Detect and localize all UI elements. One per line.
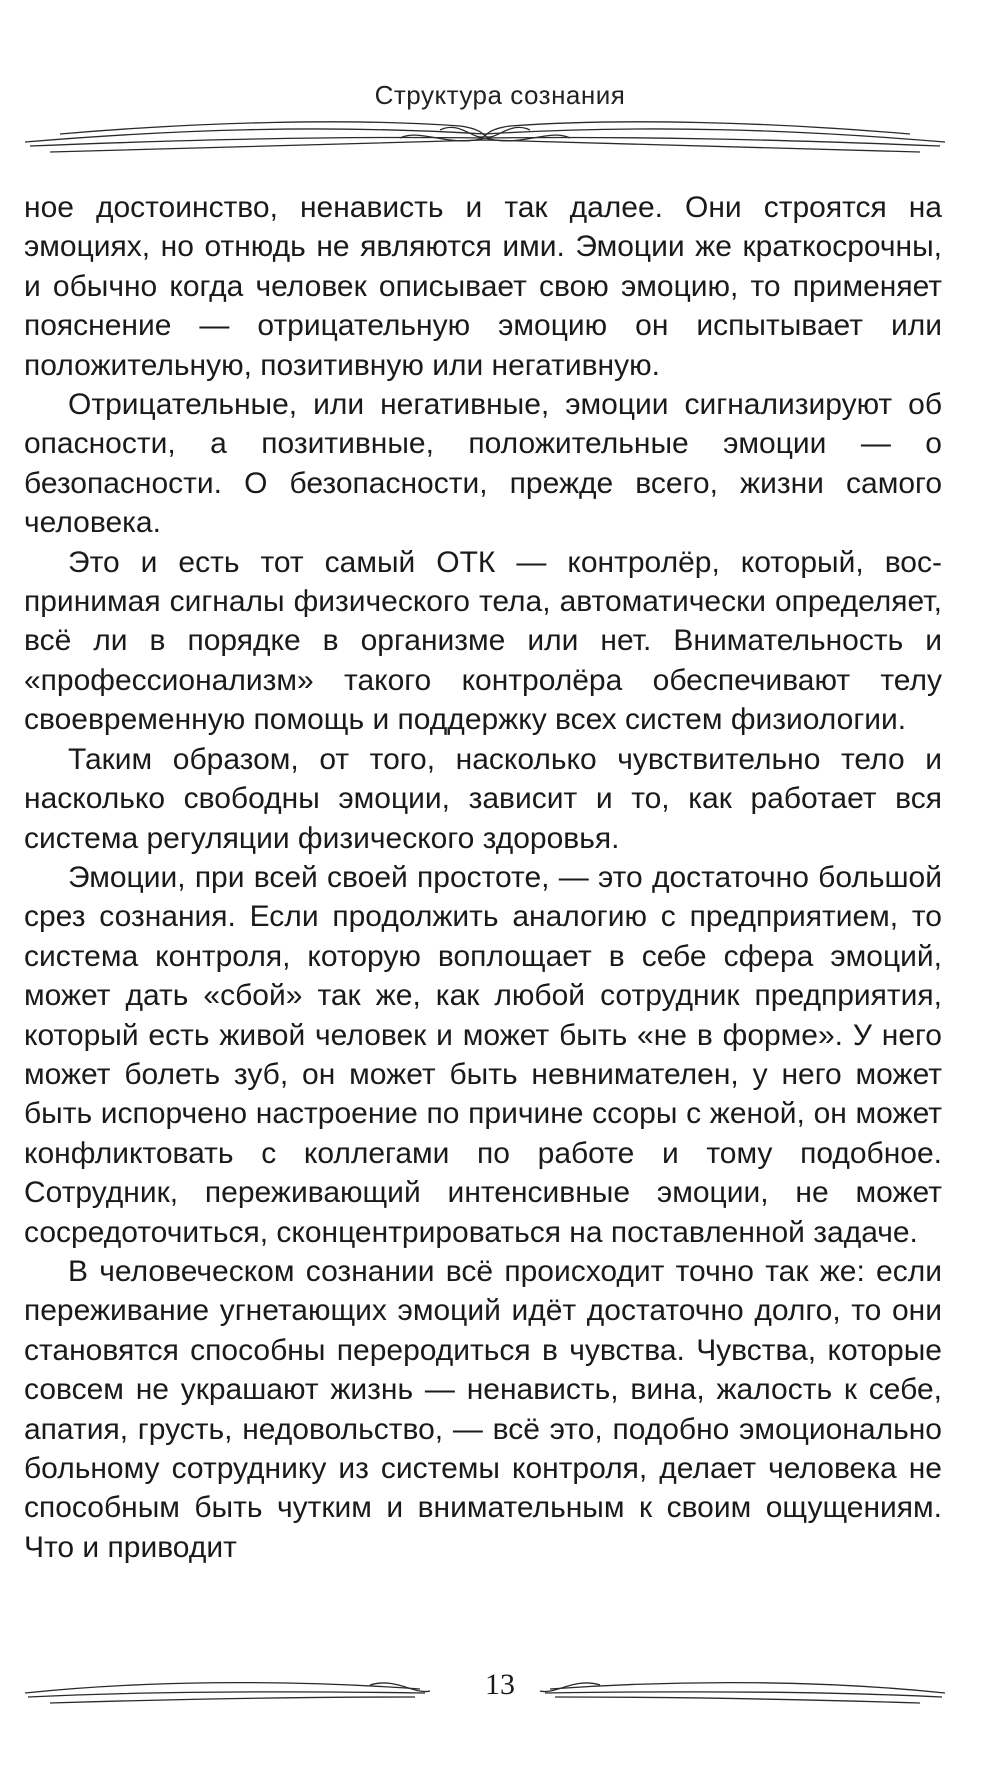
paragraph: Отрицательные, или негативные, эмоции сигнализируют об опасности, а позитивные, положительные эмоции — о безопасности. О безопасности, прежде всего, жизни самого человека. xyxy=(24,388,942,540)
paragraph: Таким образом, от того, насколько чувствительно тело и насколько свободны эмоции, зависит и то, как работает вся система регуляции физического здоровья. xyxy=(24,742,942,855)
paragraph: ное достоинство, ненависть и так далее. Они строятся на эмоциях, но отнюдь не являются ими. Эмоции же краткосрочны, и обычно когда человек описывает свою эмоцию, то применяет пояснение — отрицательную эмоцию он испытывает или положительную, позитивную или негативную. xyxy=(24,191,942,382)
paragraph: В человеческом сознании всё происходит точно так же: если переживание угнетающих эмоций идёт достаточно долго, то они становятся способны переродиться в чувства. Чувства, которые совсем не украшают жизнь — ненависть, вина, жалость к себе, апатия, грусть, недовольство, — всё это, подобно эмоционально больному сотруднику из системы контроля, делает человека не способным быть чутким и внимательным к своим ощущениям. Что и приводит xyxy=(24,1254,942,1564)
paragraph: Это и есть тот самый ОТК — контролёр, который, воспринимая сигналы физического тела, автоматически определяет, всё ли в порядке в организме или нет. Внимательность и «профессионализм» такого контролёра обеспечивают телу своевременную помощь и поддержку всех систем физиологии. xyxy=(24,545,942,737)
paragraph: Эмоции, при всей своей простоте, — это достаточно большой срез сознания. Если продолжить аналогию с предприятием, то система контроля, которую воплощает в себе сфера эмоций, может дать «сбой» так же, как любой сотрудник предприятия, который есть живой человек и может быть «не в форме». У него может болеть зуб, он может быть невнимателен, у него может быть испорчено настроение по причине ссоры с женой, он может конфликтовать с коллегами по работе и тому подобное. Сотрудник, переживающий интенсивные эмоции, не может сосредоточиться, сконцентрироваться на поставленной задаче. xyxy=(24,860,942,1249)
running-head: Структура сознания xyxy=(374,80,626,110)
body-text xyxy=(24,188,942,1567)
header-ornament xyxy=(20,112,950,162)
page-number: 13 xyxy=(485,1668,515,1701)
